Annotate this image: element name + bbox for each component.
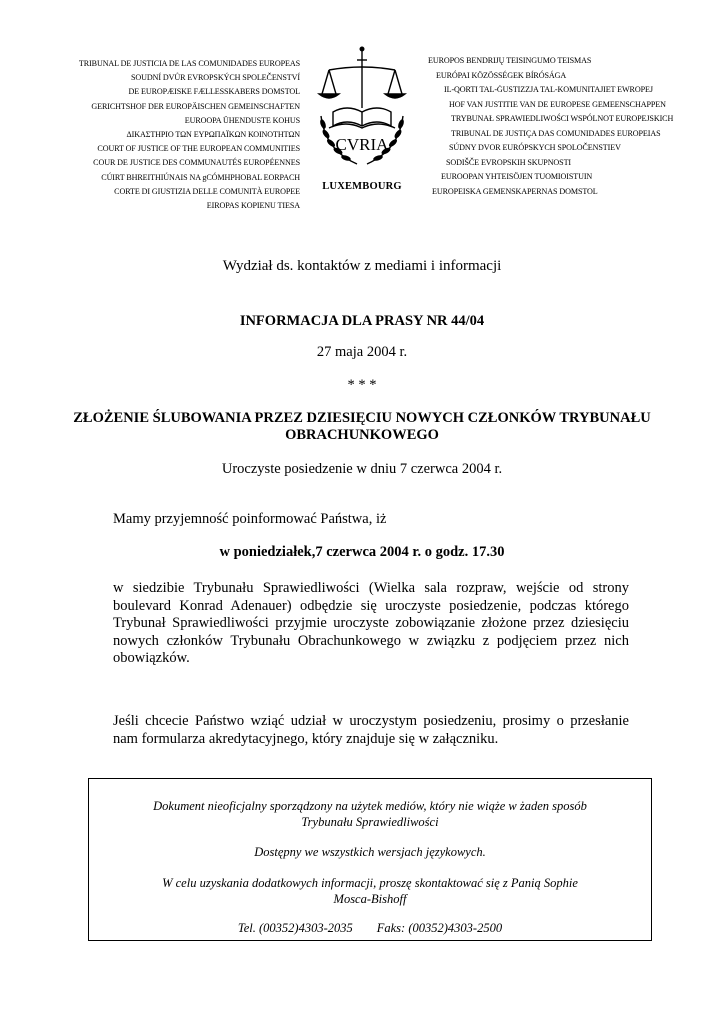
court-name: TRIBUNAL DE JUSTICIA DE LAS COMUNIDADES EUROPEAS <box>78 59 300 68</box>
court-name: EUROPOS BENDRIJŲ TEISINGUMO TEISMAS <box>428 56 592 65</box>
department: Wydział ds. kontaktów z mediami i informacji <box>222 258 502 274</box>
phone-number: Tel. (00352)4303-2035 <box>237 921 353 935</box>
press-release-number: INFORMACJA DLA PRASY NR 44/04 <box>239 313 485 329</box>
notice-phone-fax <box>89 920 651 936</box>
separator: * * * <box>347 377 377 393</box>
notice-line: Trybunału Sprawiedliwości <box>301 815 439 829</box>
court-name: HOF VAN JUSTITIE VAN DE EUROPESE GEMEENSCHAPPEN <box>449 99 666 109</box>
release-date: 27 maja 2004 r. <box>316 344 408 360</box>
court-name: SOUDNÍ DVŮR EVROPSKÝCH SPOLEČENSTVÍ <box>131 73 300 83</box>
event-datetime: w poniedziałek,7 czerwca 2004 r. o godz. 17.30 <box>219 544 505 560</box>
notice-languages: Dostępny we wszystkich wersjach językowych. <box>254 845 486 859</box>
court-name: COUR DE JUSTICE DES COMMUNAUTÉS EUROPÉENNES <box>93 158 300 168</box>
city-label: LUXEMBOURG <box>322 181 402 192</box>
notice-line: Mosca-Bishoff <box>333 892 407 906</box>
title-line: OBRACHUNKOWEGO <box>285 427 439 443</box>
intro-paragraph: Mamy przyjemność poinformować Państwa, iż <box>113 511 387 527</box>
fax-number: Faks: (00352)4303-2500 <box>376 921 503 935</box>
court-name: GERICHTSHOF DER EUROPÄISCHEN GEMEINSCHAFTEN <box>91 101 300 111</box>
notice-contact <box>89 875 651 907</box>
court-name: EUROOPA ÜHENDUSTE KOHUS <box>184 115 300 125</box>
accreditation-paragraph: Jeśli chcecie Państwo wziąć udział w uroczystym posiedzeniu, prosimy o przesłanie nam formularza akredytacyjnego, który znajduje się w załączniku. <box>113 713 629 747</box>
emblem-text: CVRIA <box>335 135 389 154</box>
court-name: EUROPEISKA GEMENSKAPERNAS DOMSTOL <box>432 186 598 196</box>
title-line: ZŁOŻENIE ŚLUBOWANIA PRZEZ DZIESIĘCIU NOWYCH CZŁONKÓW TRYBUNAŁU <box>73 410 651 426</box>
court-name: TRIBUNAL DE JUSTIÇA DAS COMUNIDADES EUROPEIAS <box>451 128 661 138</box>
notice-box <box>88 778 652 941</box>
notice-line: Dokument nieoficjalny sporządzony na użytek mediów, który nie wiąże w żaden sposób <box>153 799 587 813</box>
document-title <box>0 410 724 444</box>
notice-line: W celu uzyskania dodatkowych informacji, proszę skontaktować się z Panią Sophie <box>162 876 578 890</box>
court-name: EUROOPAN YHTEISÖJEN TUOMIOISTUIN <box>441 172 593 181</box>
court-name: ΔΙΚΑΣΤΗΡΙΟ ΤΩΝ ΕΥΡΩΠΑΪΚΩΝ ΚΟΙΝΟΤΗΤΩΝ <box>126 130 300 140</box>
court-name: SÚDNY DVOR EURÓPSKYCH SPOLOČENSTIEV <box>449 143 621 152</box>
court-name: EURÓPAI KÖZÖSSÉGEK BÍRÓSÁGA <box>436 70 567 80</box>
court-name: SODIŠČE EVROPSKIH SKUPNOSTI <box>446 157 572 167</box>
court-name: EIROPAS KOPIENU TIESA <box>206 201 300 211</box>
subtitle: Uroczyste posiedzenie w dniu 7 czerwca 2004 r. <box>221 461 503 477</box>
body-paragraph: w siedzibie Trybunału Sprawiedliwości (Wielka sala rozpraw, wejście od strony boulevard Konrad Adenauer) odbędzie się uroczyste posiedzenie, podczas którego Trybunał Sprawiedliwości przyjmie uroczyste zobowiązanie złożone przez dziesięciu nowych członków Trybunału Obrachunkowego w związku z podjęciem przez nich obowiązków. <box>113 580 629 666</box>
court-name: TRYBUNAŁ SPRAWIEDLIWOŚCI WSPÓLNOT EUROPEJSKICH <box>451 114 674 123</box>
court-names-left <box>20 57 300 213</box>
court-name: DE EUROPÆISKE FÆLLESSKABERS DOMSTOL <box>128 87 300 97</box>
court-name: IL-QORTI TAL-ĠUSTIZZJA TAL-KOMUNITAJIET EWROPEJ <box>444 85 653 94</box>
court-name: COURT OF JUSTICE OF THE EUROPEAN COMMUNITIES <box>97 144 300 154</box>
court-name: CÚIRT BHREITHIÚNAIS NA gCÓMHPHOBAL EORPACH <box>101 172 300 182</box>
court-names-right <box>424 54 714 199</box>
court-name: CORTE DI GIUSTIZIA DELLE COMUNITÀ EUROPEE <box>114 186 300 196</box>
curia-emblem-icon <box>311 46 413 184</box>
notice-disclaimer <box>89 798 651 830</box>
